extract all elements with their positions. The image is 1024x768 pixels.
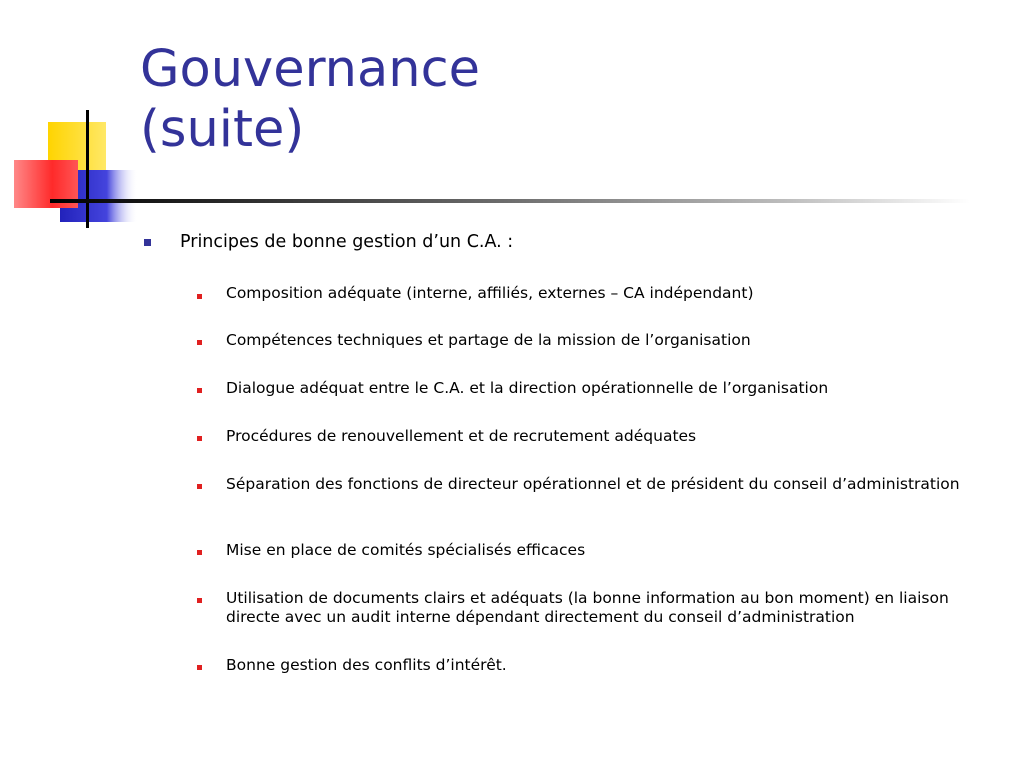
title-divider xyxy=(50,199,970,203)
bullet-icon xyxy=(197,436,202,441)
slide-logo xyxy=(0,100,160,240)
bullet-icon xyxy=(197,598,202,603)
logo-vertical-line xyxy=(86,110,89,228)
bullet-icon xyxy=(197,665,202,670)
list-item: Bonne gestion des conflits d’intérêt. xyxy=(226,656,507,674)
bullet-icon xyxy=(197,388,202,393)
list-item: Mise en place de comités spécialisés efficaces xyxy=(226,541,586,559)
list-item: Utilisation de documents clairs et adéquats (la bonne information au bon moment) en liaison directe avec un audit interne dépendant directement du conseil d’administration xyxy=(226,589,949,626)
page-title-line2: (suite) xyxy=(140,100,305,159)
lead-bullet xyxy=(144,239,151,246)
bullet-icon xyxy=(197,550,202,555)
list-item: Composition adéquate (interne, affiliés, externes – CA indépendant) xyxy=(226,284,754,302)
list-item: Compétences techniques et partage de la mission de l’organisation xyxy=(226,331,751,349)
list-item: Procédures de renouvellement et de recrutement adéquates xyxy=(226,427,697,445)
list-item: Séparation des fonctions de directeur opérationnel et de président du conseil d’administration xyxy=(226,475,960,493)
page-title xyxy=(140,40,480,160)
page-title-line1: Gouvernance xyxy=(140,40,480,99)
bullet-icon xyxy=(197,294,202,299)
bullet-icon xyxy=(197,484,202,489)
bullet-icon xyxy=(197,340,202,345)
lead-text: Principes de bonne gestion d’un C.A. : xyxy=(180,232,514,252)
list-item: Dialogue adéquat entre le C.A. et la direction opérationnelle de l’organisation xyxy=(226,379,829,397)
